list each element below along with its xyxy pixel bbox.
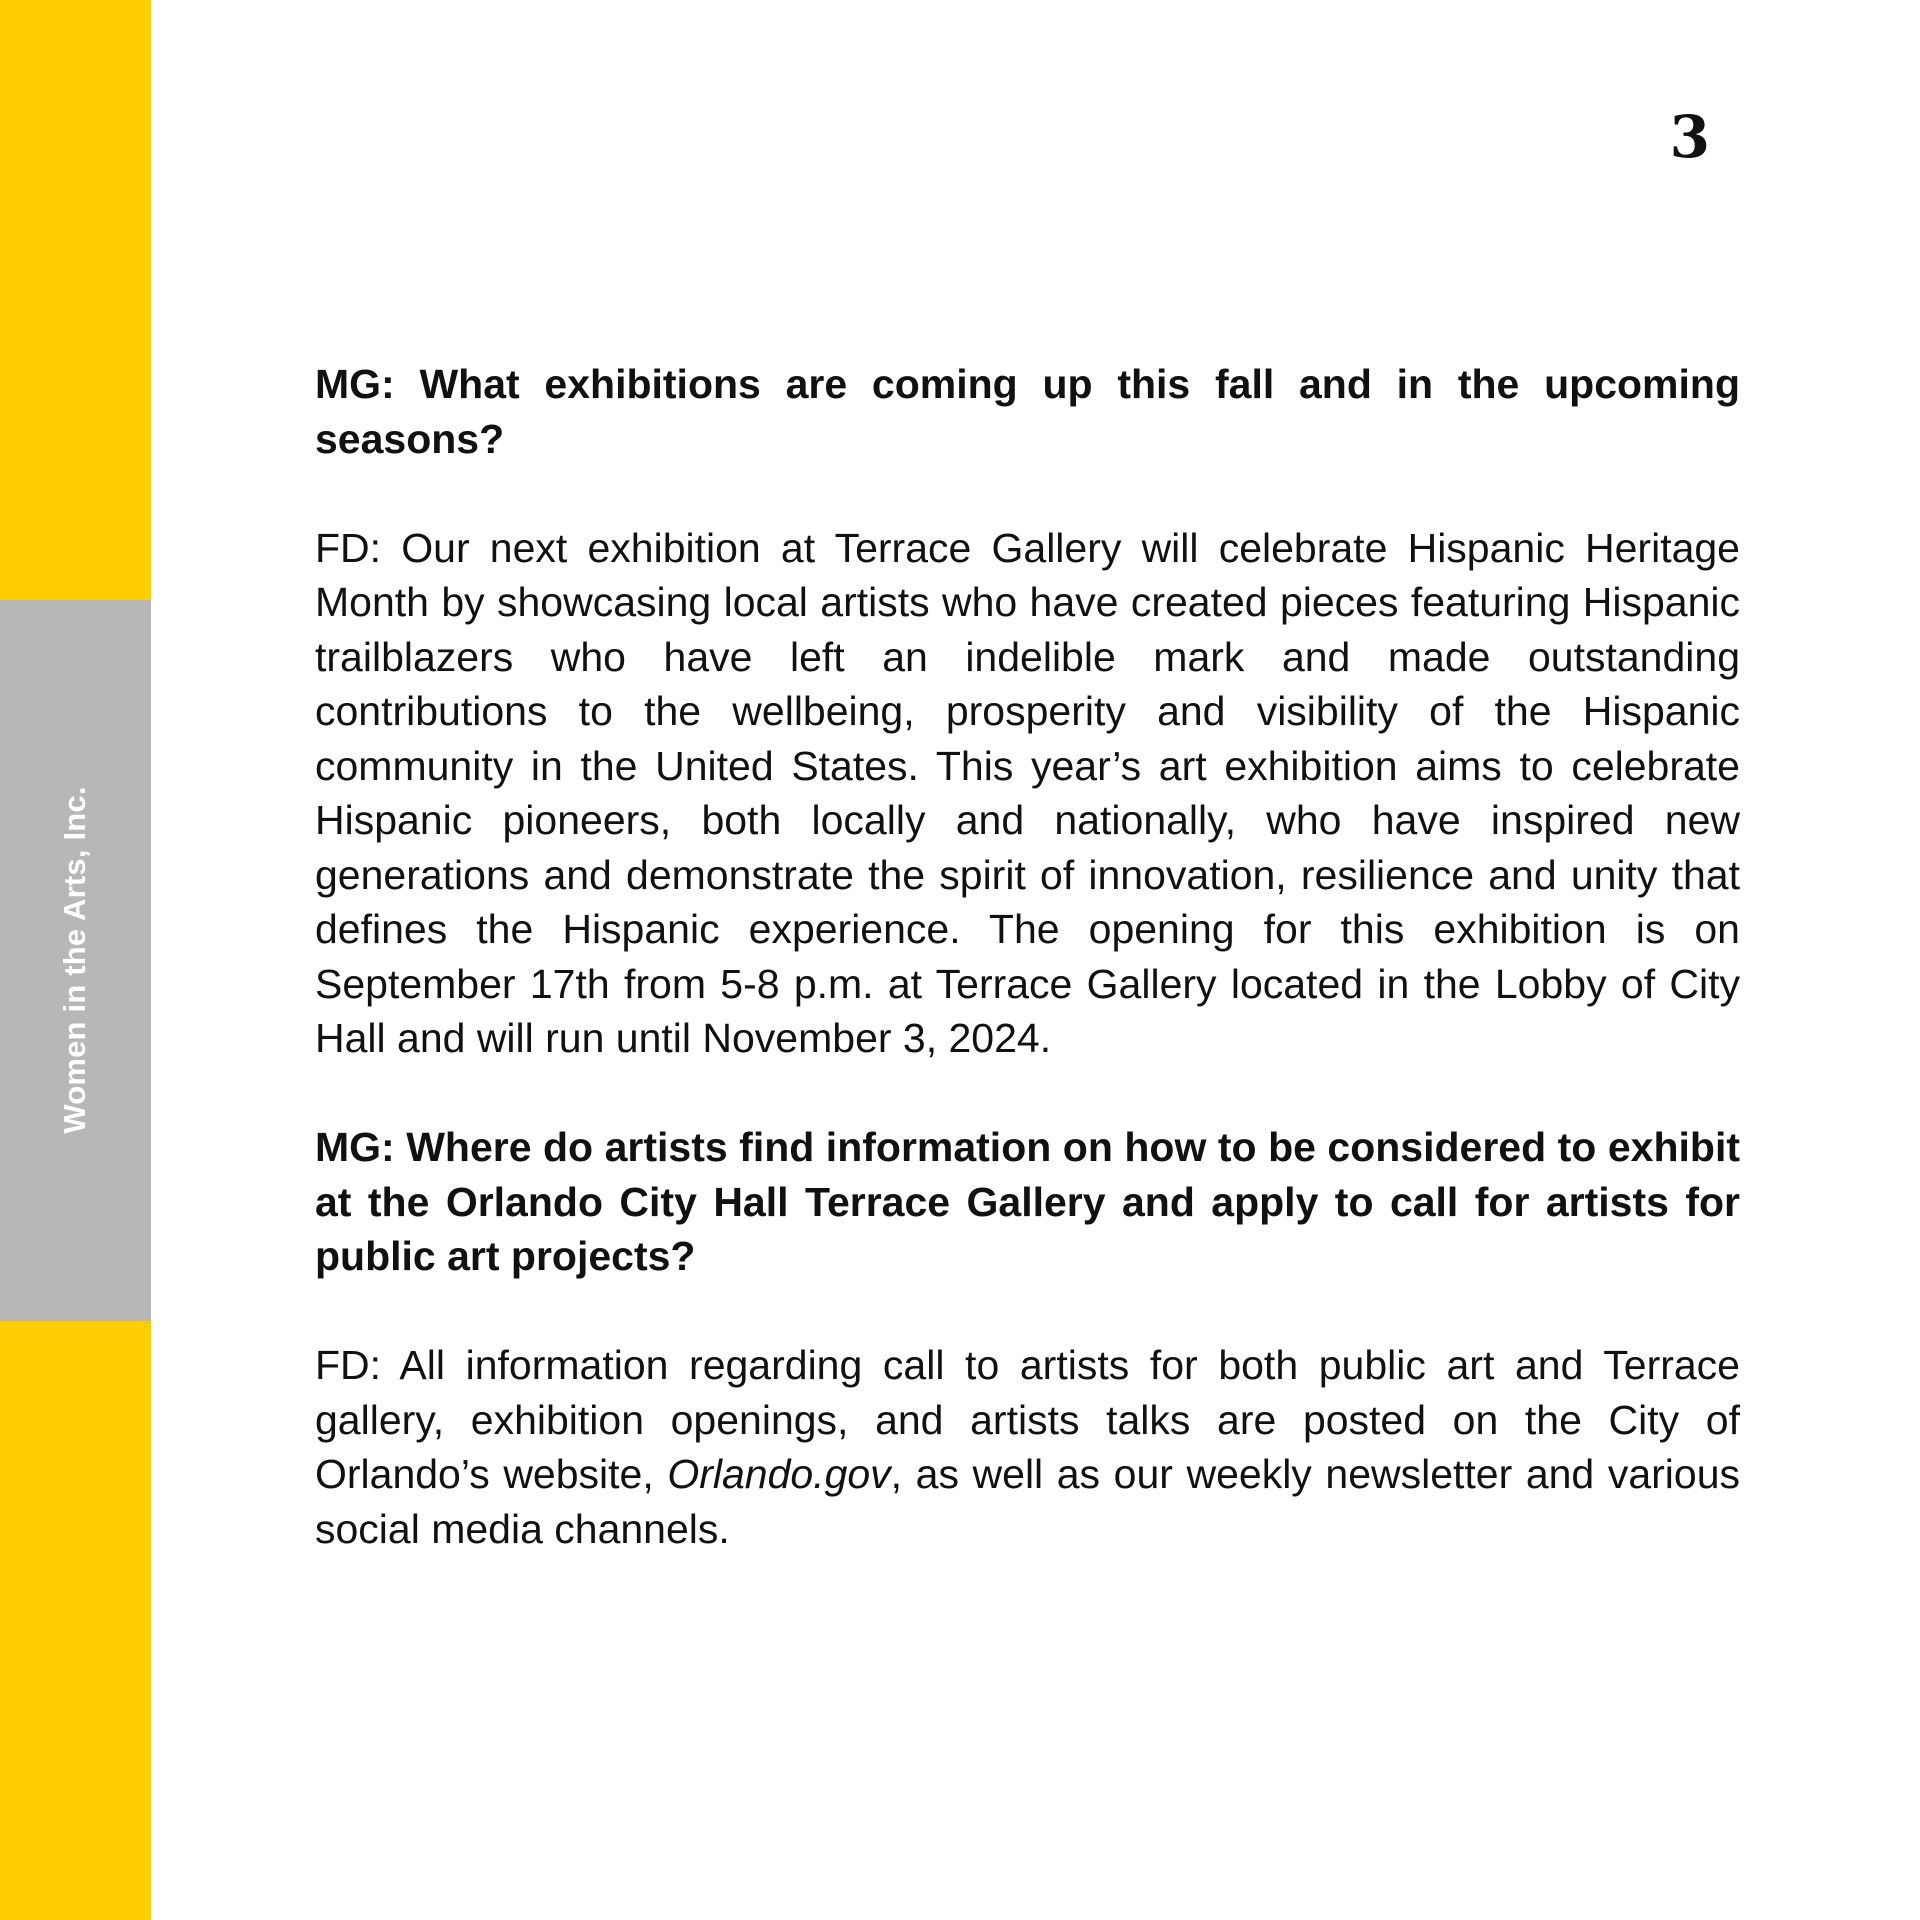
question-2: MG: Where do artists find information on how to be considered to exhibit at the Orlando City Hall Terrace Gallery and apply to call for artists for public art projects? — [315, 1124, 1740, 1279]
article-body — [315, 357, 1740, 1556]
publisher-label: Women in the Arts, Inc. — [57, 786, 92, 1134]
answer-2-text-start: FD: All information regarding call to artists for both public art and Terrace gallery, exhibition openings, and artists talks are posted on the City of Orlando’s website, — [315, 1342, 1740, 1497]
website-reference: Orlando.gov — [667, 1451, 891, 1497]
question-1: MG: What exhibitions are coming up this fall and in the upcoming seasons? — [315, 361, 1740, 462]
paragraph-gap — [315, 1066, 1740, 1121]
paragraph-gap — [315, 1284, 1740, 1339]
answer-2 — [315, 1338, 1740, 1556]
answer-1: FD: Our next exhibition at Terrace Gallery will celebrate Hispanic Heritage Month by showcasing local artists who have created pieces featuring Hispanic trailblazers who have left an indelible mark and made outstanding contributions to the wellbeing, prosperity and visibility of the Hispanic community in the United States. This year’s art exhibition aims to celebrate Hispanic pioneers, both locally and nationally, who have inspired new generations and demonstrate the spirit of innovation, resilience and unity that defines the Hispanic experience. The opening for this exhibition is on September 17th from 5-8 p.m. at Terrace Gallery located in the Lobby of City Hall and will run until November 3, 2024. — [315, 524, 1740, 1061]
answer-2-text-end: , as well as our weekly newsletter and various social media channels. — [315, 1451, 1740, 1552]
paragraph-gap — [315, 466, 1740, 521]
page-number: 3 — [1669, 103, 1710, 171]
sidebar-strip — [0, 0, 151, 1920]
